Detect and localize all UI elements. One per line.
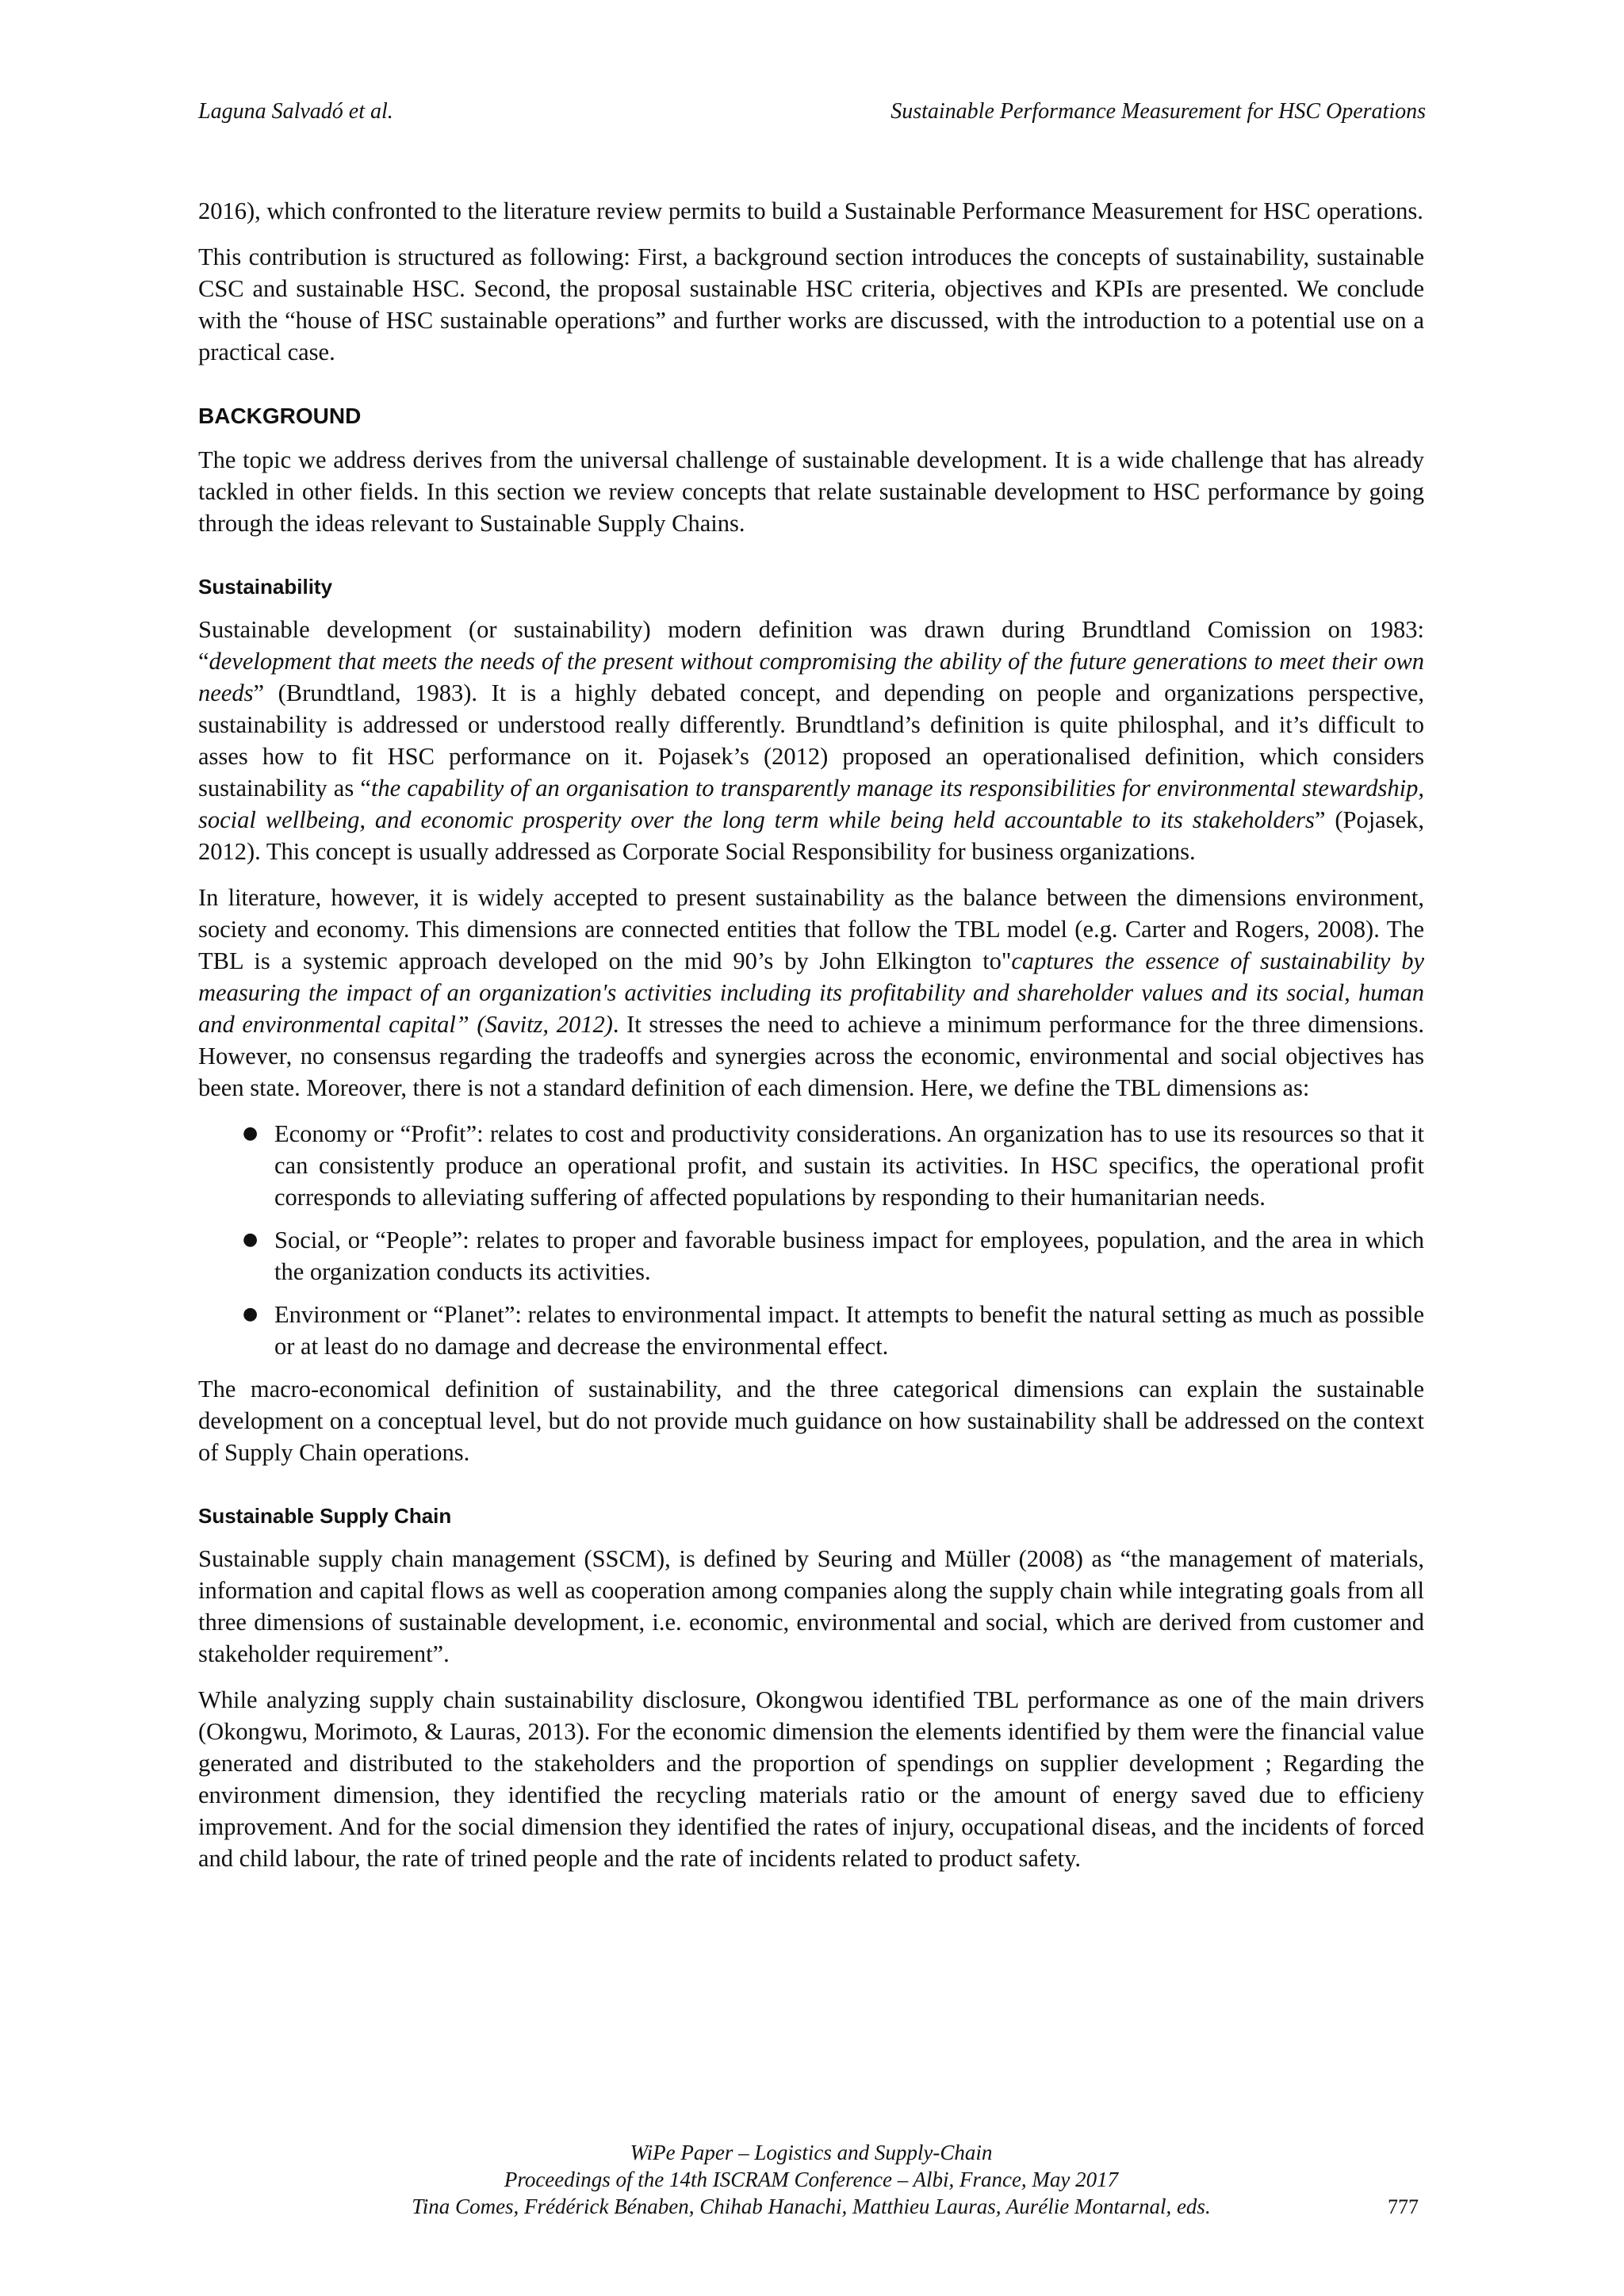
page-footer [198, 2139, 1424, 2220]
list-item-environment [198, 1299, 1424, 1362]
quote-savitz: captures the essence of sustainability by measuring the impact of an organization's activities including its profitability and shareholder values and its social, human and environmental capital” (Savitz, 2012) [198, 947, 1424, 1038]
paper-body [198, 195, 1424, 1888]
paragraph-sscm-definition: Sustainable supply chain management (SSCM), is defined by Seuring and Müller (2008) as “the management of materials, information and capital flows as well as cooperation among companies along the supply chain while integrating goals from all three dimensions of sustainable development, i.e. economic, environmental and social, which are derived from customer and stakeholder requirement”. [198, 1545, 1424, 1667]
paragraph-sustainability-definition [198, 614, 1424, 867]
tbl-dimensions-list [198, 1118, 1424, 1362]
text-run: Sustainable development (or sustainability) modern definition was drawn during Brundtland Comission on 1983: “ [198, 616, 1424, 675]
paragraph-background: The topic we address derives from the universal challenge of sustainable development. It is a wide challenge that has already tackled in other fields. In this section we review concepts that relate sustainable development to HSC performance by going through the ideas relevant to Sustainable Supply Chains. [198, 446, 1424, 537]
paragraph-okongwu: While analyzing supply chain sustainability disclosure, Okongwou identified TBL performance as one of the main drivers (Okongwu, Morimoto, & Lauras, 2013). For the economic dimension the elements identified by them were the financial value generated and distributed to the stakeholders and the proportion of spendings on supplier development ; Regarding the environment dimension, they identified the recycling materials ratio or the amount of energy saved due to efficieny improvement. And for the social dimension they identified the rates of injury, occupational diseas, and the incidents of forced and child labour, the rate of trined people and the rate of incidents related to product safety. [198, 1686, 1424, 1872]
bullet-icon: ● [243, 1230, 259, 1249]
footer-line-editors: Tina Comes, Frédérick Bénaben, Chihab Hanachi, Matthieu Lauras, Aurélie Montarnal, eds. [412, 2195, 1211, 2218]
list-item-social [198, 1224, 1424, 1288]
text-run: ” (Pojasek, 2012). This concept is usually addressed as Corporate Social Responsibility for business organizations. [198, 806, 1425, 865]
subsection-heading-sustainability: Sustainability [198, 575, 333, 599]
page-number: 777 [1388, 2195, 1419, 2218]
bullet-icon: ● [243, 1123, 259, 1143]
paragraph-macro-economical: The macro-economical definition of sustainability, and the three categorical dimensions can explain the sustainable development on a conceptual level, but do not provide much guidance on how sustainability shall be addressed on the context of Supply Chain operations. [198, 1376, 1424, 1466]
running-header-authors: Laguna Salvadó et al. [198, 99, 393, 124]
text-run: In literature, however, it is widely accepted to present sustainability as the balance between the dimensions environment, society and economy. This dimensions are connected entities that follow the TBL model (e.g. Carter and Rogers, 2008). The TBL is a systemic approach developed on the mid 90’s by John Elkington to" [198, 884, 1424, 974]
text-run: . It stresses the need to achieve a minimum performance for the three dimensions. However, no consensus regarding the tradeoffs and synergies across the economic, environmental and social objectives has been state. Moreover, there is not a standard definition of each dimension. Here, we define the TBL dimensions as: [198, 1011, 1424, 1101]
list-item-text: Economy or “Profit”: relates to cost and productivity considerations. An organization has to use its resources so that it can consistently produce an operational profit, and sustain its activities. In HSC specifics, the operational profit corresponds to alleviating suffering of affected populations by responding to their humanitarian needs. [274, 1120, 1424, 1211]
list-item-text: Social, or “People”: relates to proper and favorable business impact for employees, population, and the area in which the organization conducts its activities. [274, 1226, 1424, 1285]
section-heading-background: BACKGROUND [198, 404, 362, 428]
subsection-heading-sustainable-supply-chain: Sustainable Supply Chain [198, 1504, 452, 1528]
list-item-text: Environment or “Planet”: relates to environmental impact. It attempts to benefit the natural setting as much as possible or at least do no damage and decrease the environmental effect. [274, 1301, 1424, 1360]
quote-pojasek: the capability of an organisation to transparently manage its responsibilities for environmental stewardship, social wellbeing, and economic prosperity over the long term while being held accountable to its stakeholders [198, 775, 1424, 833]
footer-line-proceedings: Proceedings of the 14th ISCRAM Conference – Albi, France, May 2017 [504, 2168, 1119, 2191]
paragraph-structure: This contribution is structured as following: First, a background section introduces the concepts of sustainability, sustainable CSC and sustainable HSC. Second, the proposal sustainable HSC criteria, objectives and KPIs are presented. We conclude with the “house of HSC sustainable operations” and further works are discussed, with the introduction to a potential use on a practical case. [198, 243, 1424, 365]
paragraph-intro-continuation: 2016), which confronted to the literature review permits to build a Sustainable Performance Measurement for HSC operations. [198, 197, 1423, 224]
list-item-economy [198, 1118, 1424, 1213]
paragraph-tbl [198, 882, 1424, 1104]
running-header-title: Sustainable Performance Measurement for HSC Operations [891, 99, 1426, 124]
footer-line-wipe: WiPe Paper – Logistics and Supply-Chain [630, 2141, 993, 2164]
text-run: ” (Brundtland, 1983). It is a highly debated concept, and depending on people and organizations perspective, sustainability is addressed or understood really differently. Brundtland’s definition is quite philosphal, and it’s difficult to asses how to fit HSC performance on it. Pojasek’s (2012) proposed an operationalised definition, which considers sustainability as “ [198, 679, 1424, 802]
bullet-icon: ● [243, 1304, 259, 1324]
quote-brundtland: development that meets the needs of the present without compromising the ability of the future generations to meet their own needs [198, 648, 1424, 706]
